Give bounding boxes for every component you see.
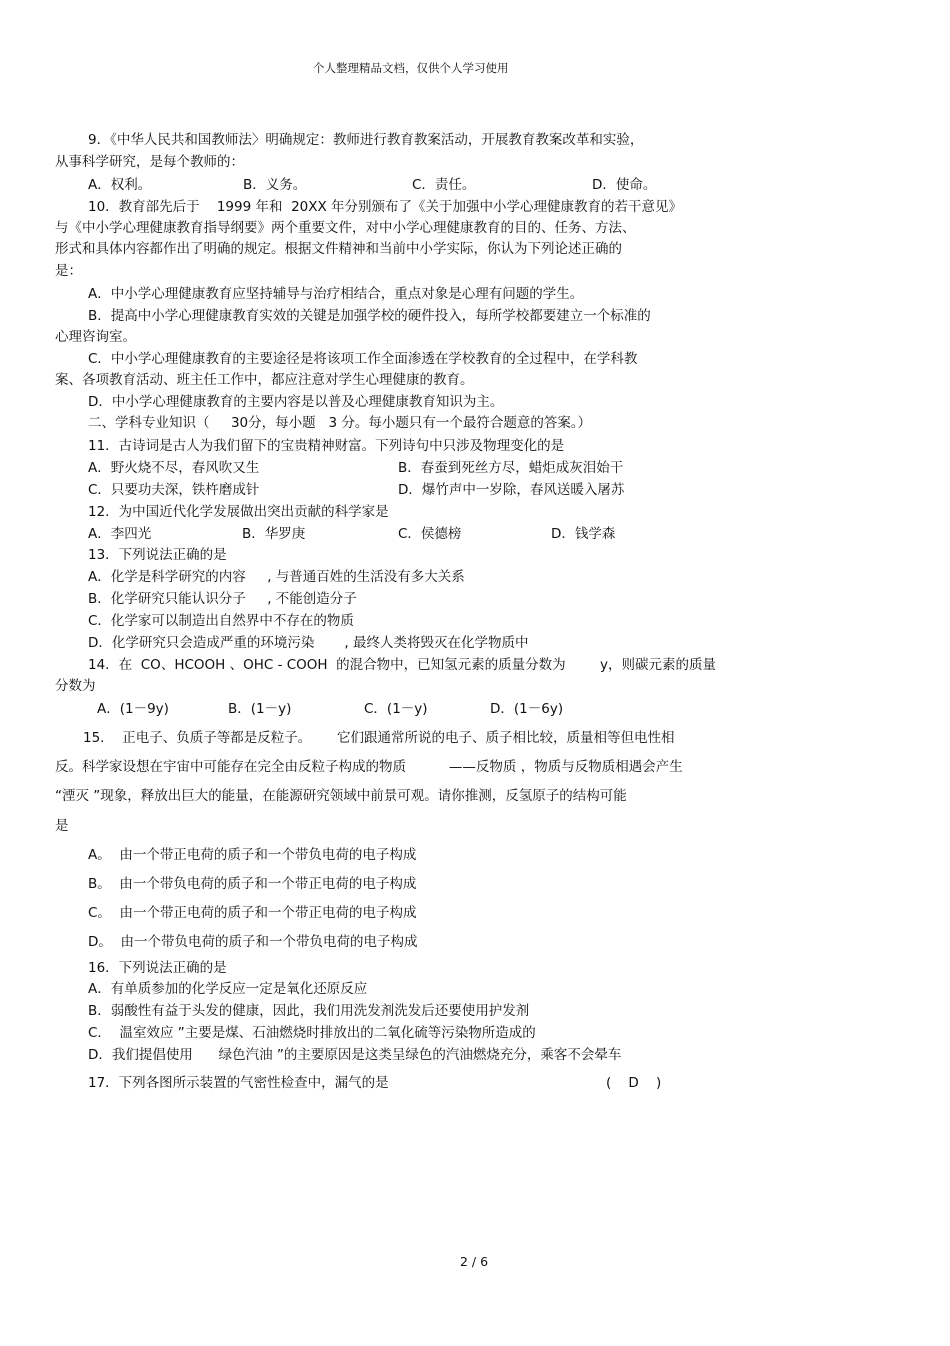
q12-option-d: D．钱学森	[551, 526, 616, 542]
q14-stem-line-1: 14．在 CO、HCOOH 、OHC - COOH 的混合物中，已知氢元素的质量分数为 y，则碳元素的质量	[88, 657, 716, 673]
q11-option-d: D．爆竹声中一岁除，春风送暖入屠苏	[398, 482, 625, 498]
q13-stem: 13．下列说法正确的是	[88, 547, 227, 563]
q15-stem-line-4: 是	[55, 818, 69, 834]
q12-stem: 12．为中国近代化学发展做出突出贡献的科学家是	[88, 504, 389, 520]
q12-option-c: C．侯德榜	[398, 526, 462, 542]
q17-stem: 17．下列各图所示装置的气密性检查中，漏气的是	[88, 1075, 389, 1091]
q9-option-c: C．责任。	[412, 177, 476, 193]
q17-answer: ( D )	[606, 1075, 662, 1091]
q9-option-b: B．义务。	[243, 177, 307, 193]
q13-option-b: B．化学研究只能认识分子 , 不能创造分子	[88, 591, 357, 607]
q14-option-a: A．(1－9y)	[97, 701, 169, 717]
q11-option-a: A．野火烧不尽，春风吹又生	[88, 460, 260, 476]
q16-option-a: A．有单质参加的化学反应一定是氧化还原反应	[88, 981, 368, 997]
q13-option-a: A．化学是科学研究的内容 , 与普通百姓的生活没有多大关系	[88, 569, 465, 585]
q16-stem: 16．下列说法正确的是	[88, 960, 227, 976]
q16-option-c: C． 温室效应 ”主要是煤、石油燃烧时排放出的二氧化硫等污染物所造成的	[88, 1025, 536, 1041]
q12-option-b: B．华罗庚	[242, 526, 306, 542]
section-heading: 二、学科专业知识（ 30分，每小题 3 分。每小题只有一个最符合题意的答案。）	[88, 415, 592, 431]
q15-option-b: B。 由一个带负电荷的质子和一个带正电荷的电子构成	[88, 876, 417, 892]
page-number: 2 / 6	[460, 1254, 489, 1269]
q14-option-d: D．(1－6y)	[490, 701, 564, 717]
q10-option-b-line-1: B．提高中小学心理健康教育实效的关键是加强学校的硬件投入，每所学校都要建立一个标准的	[88, 308, 651, 324]
q10-option-c-line-1: C．中小学心理健康教育的主要途径是将该项工作全面渗透在学校教育的全过程中，在学科教	[88, 351, 638, 367]
q14-option-c: C．(1－y)	[364, 701, 428, 717]
q9-option-a: A．权利。	[88, 177, 152, 193]
q11-option-c: C．只要功夫深，铁杵磨成针	[88, 482, 260, 498]
q10-option-a: A．中小学心理健康教育应坚持辅导与治疗相结合，重点对象是心理有问题的学生。	[88, 286, 584, 302]
q11-stem: 11．古诗词是古人为我们留下的宝贵精神财富。下列诗句中只涉及物理变化的是	[88, 438, 565, 454]
q14-option-b: B．(1－y)	[228, 701, 292, 717]
q9-stem-line-2: 从事科学研究，是每个教师的：	[55, 154, 244, 170]
q15-option-d: D。 由一个带负电荷的质子和一个带负电荷的电子构成	[88, 934, 418, 950]
page-header: 个人整理精品文档，仅供个人学习使用	[313, 61, 509, 75]
q10-stem-line-1: 10．教育部先后于 1999 年和 20XX 年分别颁布了《关于加强中小学心理健康教育的若干意见》	[88, 199, 683, 215]
q15-option-c: C。 由一个带正电荷的质子和一个带正电荷的电子构成	[88, 905, 417, 921]
q10-stem-line-3: 形式和具体内容都作出了明确的规定。根据文件精神和当前中小学实际，你认为下列论述正确的	[55, 241, 622, 257]
q16-option-b: B．弱酸性有益于头发的健康，因此，我们用洗发剂洗发后还要使用护发剂	[88, 1003, 530, 1019]
q15-option-a: A。 由一个带正电荷的质子和一个带负电荷的电子构成	[88, 847, 417, 863]
q13-option-d: D．化学研究只会造成严重的环境污染 , 最终人类将毁灭在化学物质中	[88, 635, 529, 651]
q12-option-a: A．李四光	[88, 526, 152, 542]
q13-option-c: C．化学家可以制造出自然界中不存在的物质	[88, 613, 354, 629]
q9-stem-line-1: 9．《中华人民共和国教师法〉明确规定：教师进行教育教案活动，开展教育教案改革和实验，	[88, 132, 644, 148]
q10-stem-line-4: 是：	[55, 263, 82, 279]
q11-option-b: B．春蚕到死丝方尽，蜡炬成灰泪始干	[398, 460, 624, 476]
q16-option-d: D．我们提倡使用 绿色汽油 ”的主要原因是这类呈绿色的汽油燃烧充分，乘客不会晕车	[88, 1047, 622, 1063]
q15-stem-line-3: “湮灭 ”现象，释放出巨大的能量，在能源研究领域中前景可观。请你推测，反氢原子的结构可能	[55, 788, 627, 804]
q15-stem-line-1: 15． 正电子、负质子等都是反粒子。 它们跟通常所说的电子、质子相比较，质量相等但电性相	[83, 730, 675, 746]
q10-option-c-line-2: 案、各项教育活动、班主任工作中，都应注意对学生心理健康的教育。	[55, 372, 474, 388]
q9-option-d: D．使命。	[592, 177, 657, 193]
q15-stem-line-2: 反。科学家设想在宇宙中可能存在完全由反粒子构成的物质 ——反物质 ，物质与反物质相遇会产生	[55, 759, 683, 775]
q10-stem-line-2: 与《中小学心理健康教育指导纲要》两个重要文件，对中小学心理健康教育的目的、任务、方法、	[55, 220, 636, 236]
q14-stem-line-2: 分数为	[55, 678, 96, 694]
q10-option-b-line-2: 心理咨询室。	[55, 329, 136, 345]
q10-option-d: D．中小学心理健康教育的主要内容是以普及心理健康教育知识为主。	[88, 394, 504, 410]
